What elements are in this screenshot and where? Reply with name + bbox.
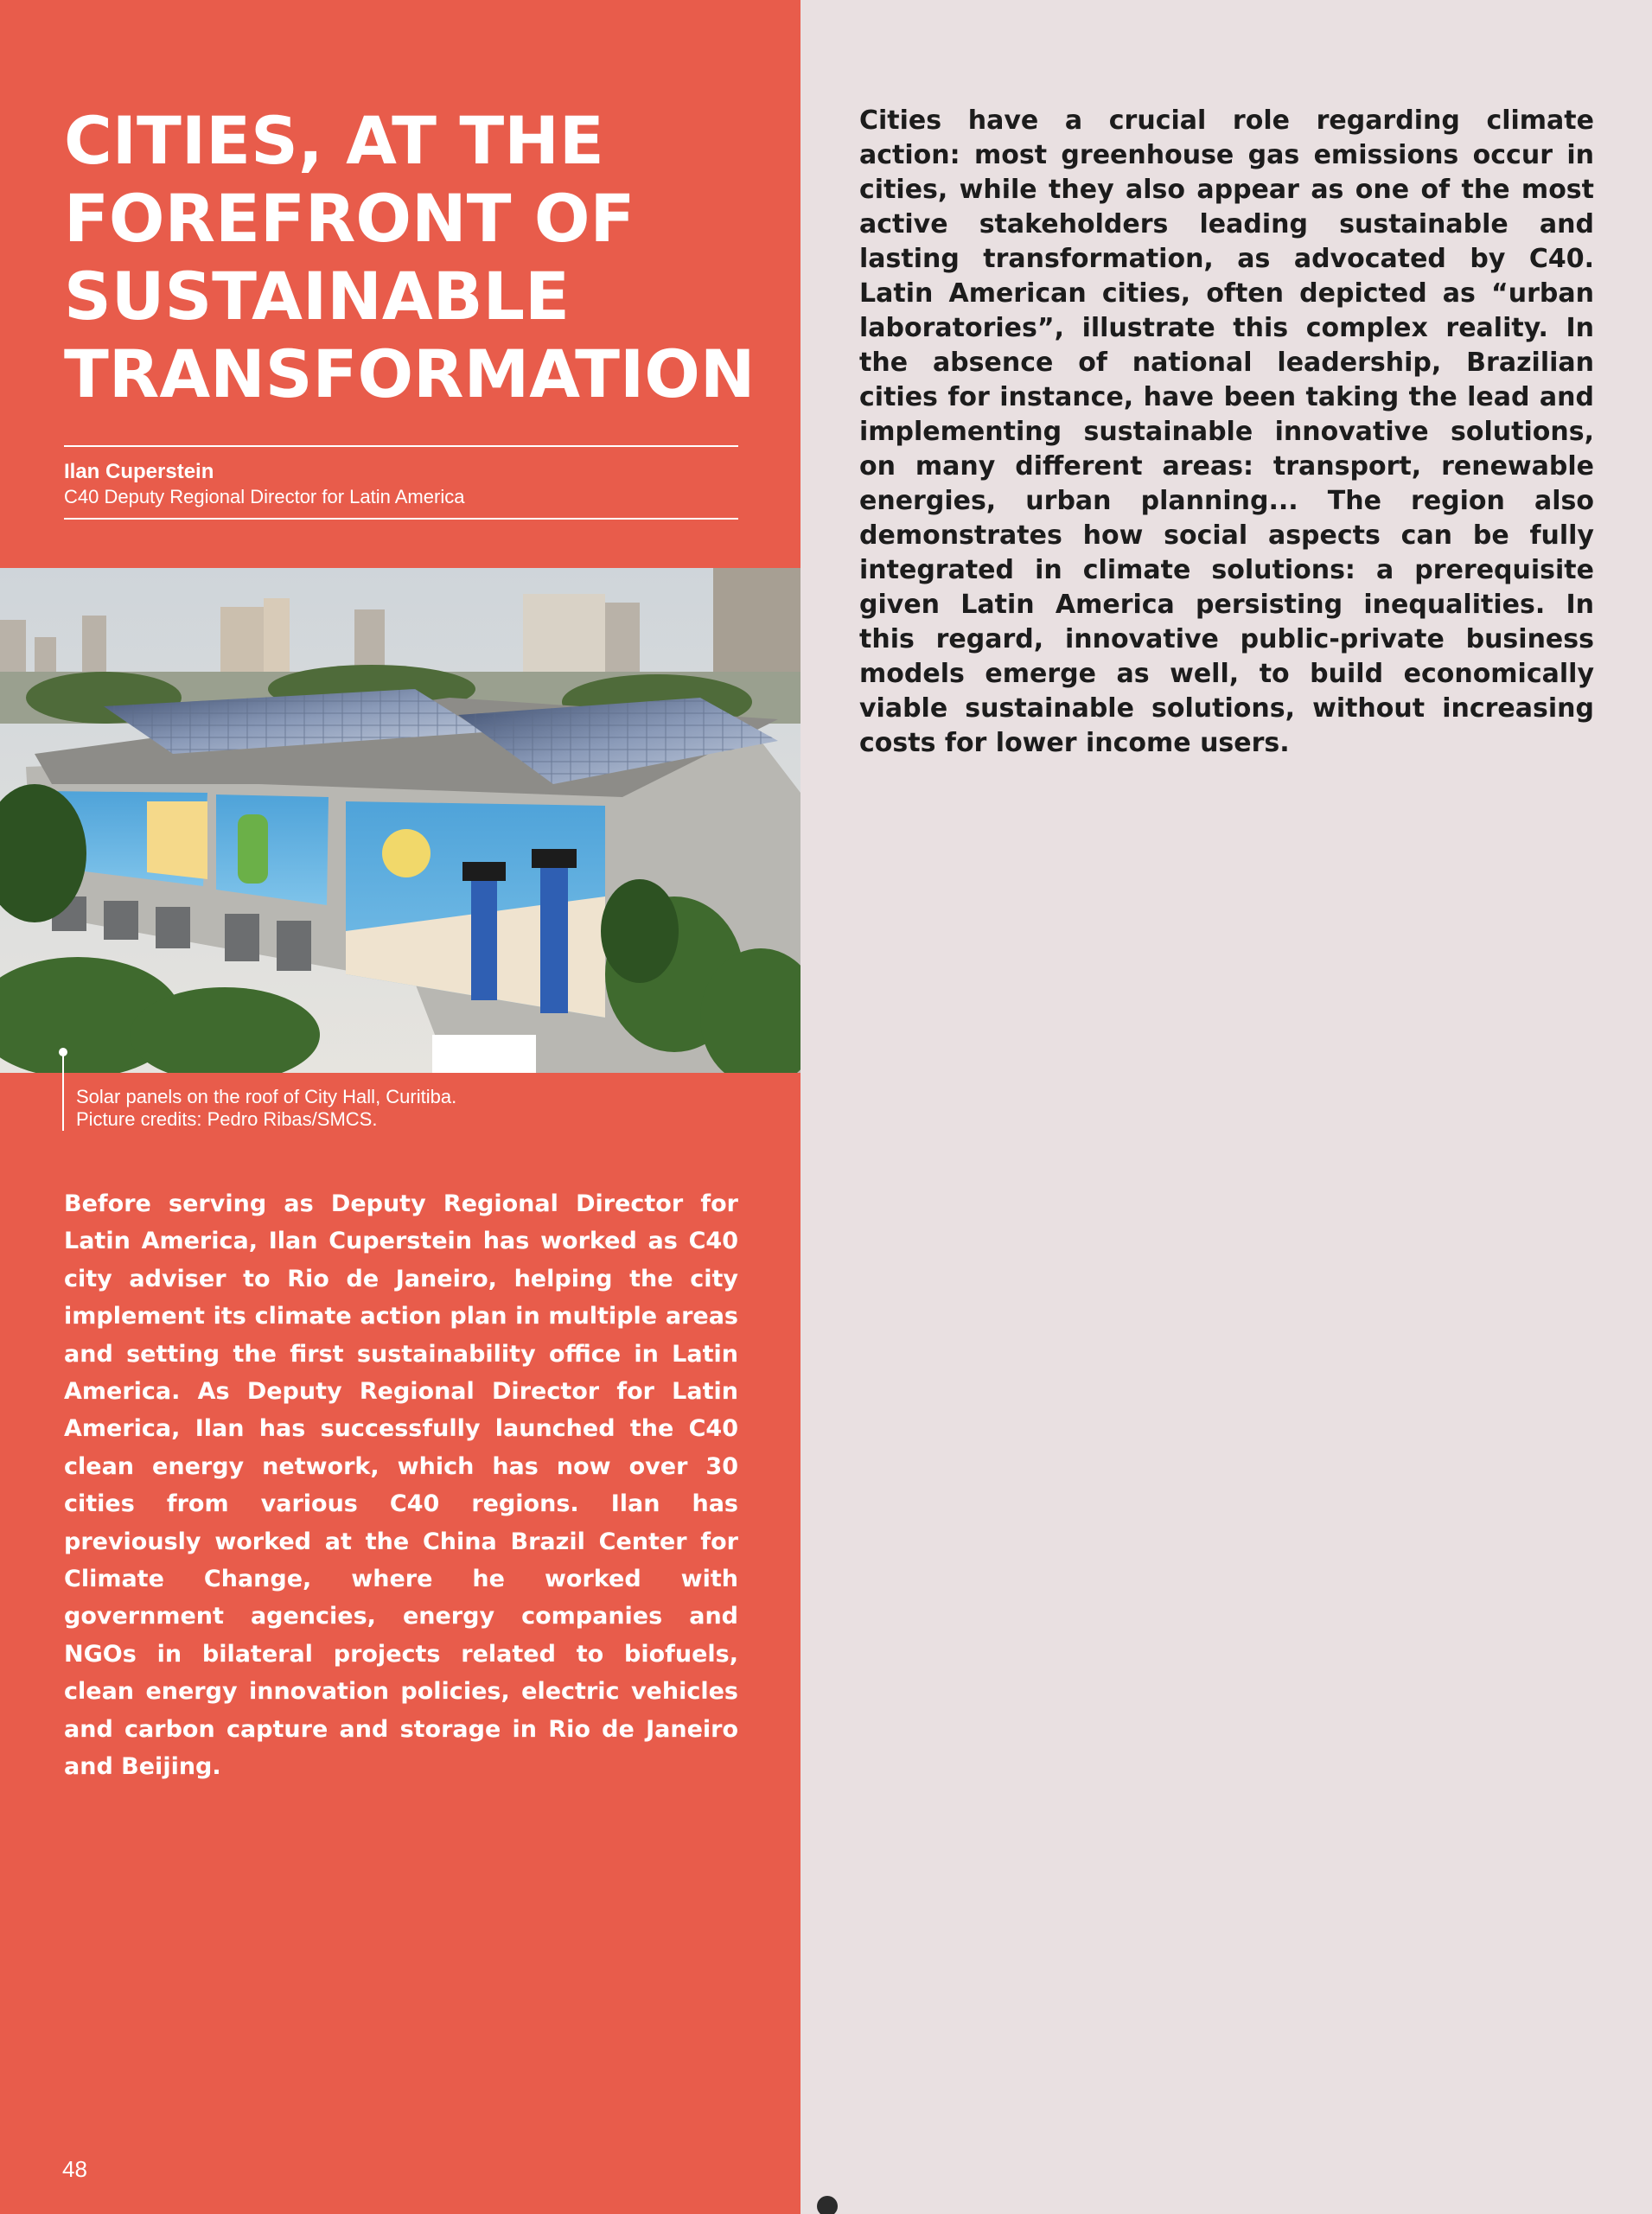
photo-caption	[76, 1086, 456, 1131]
caption-text: Solar panels on the roof of City Hall, Curitiba.	[76, 1086, 457, 1107]
author-bio: Before serving as Deputy Regional Director for Latin America, Ilan Cuperstein has worked as C40 city adviser to Rio de Janeiro, helping the city implement its climate action plan in multiple areas and setting the first sustainability office in Latin America. As Deputy Regional Director for Latin America, Ilan has successfully launched the C40 clean energy network, which has now over 30 cities from various C40 regions. Ilan has previously worked at the China Brazil Center for Climate Change, where he worked with government agencies, energy companies and NGOs in bilateral projects related to biofuels, clean energy innovation policies, electric vehicles and carbon capture and storage in Rio de Janeiro and Beijing.	[64, 1190, 738, 1781]
author-top-rule	[64, 445, 738, 447]
left-color-panel	[0, 0, 800, 2214]
article-intro: Cities have a crucial role regarding climate action: most greenhouse gas emissions occur in cities, while they also appear as one of the most active stakeholders leading sustainable and lasting transformation, as advocated by C40. Latin American cities, often depicted as “urban laboratories”, illustrate this complex reality. In the absence of national leadership, Brazilian cities for instance, have been taking the lead and implementing sustainable innovative solutions, on many different areas: transport, renewable energies, urban planning... The region also demonstrates how social aspects can be fully integrated in climate solutions: a prerequisite given Latin America persisting inequalities. In this regard, innovative public-private business models emerge as well, to build economically viable sustainable solutions, without increasing costs for lower income users.	[859, 105, 1594, 758]
footer-logo-icon	[817, 2196, 838, 2214]
caption-credits: Picture credits: Pedro Ribas/SMCS.	[76, 1108, 378, 1130]
author-name: Ilan Cuperstein	[64, 460, 214, 483]
article-title: CITIES, AT THE FOREFRONT OF SUSTAINABLE TRANSFORMATION	[64, 102, 756, 412]
caption-marker-dot	[59, 1048, 67, 1056]
city-hall-solar-photo	[0, 568, 800, 1073]
page-number: 48	[62, 2156, 87, 2182]
photo-illustration	[0, 568, 800, 1073]
author-role: C40 Deputy Regional Director for Latin America	[64, 486, 465, 507]
caption-marker-line	[62, 1053, 64, 1131]
author-bottom-rule	[64, 518, 738, 520]
